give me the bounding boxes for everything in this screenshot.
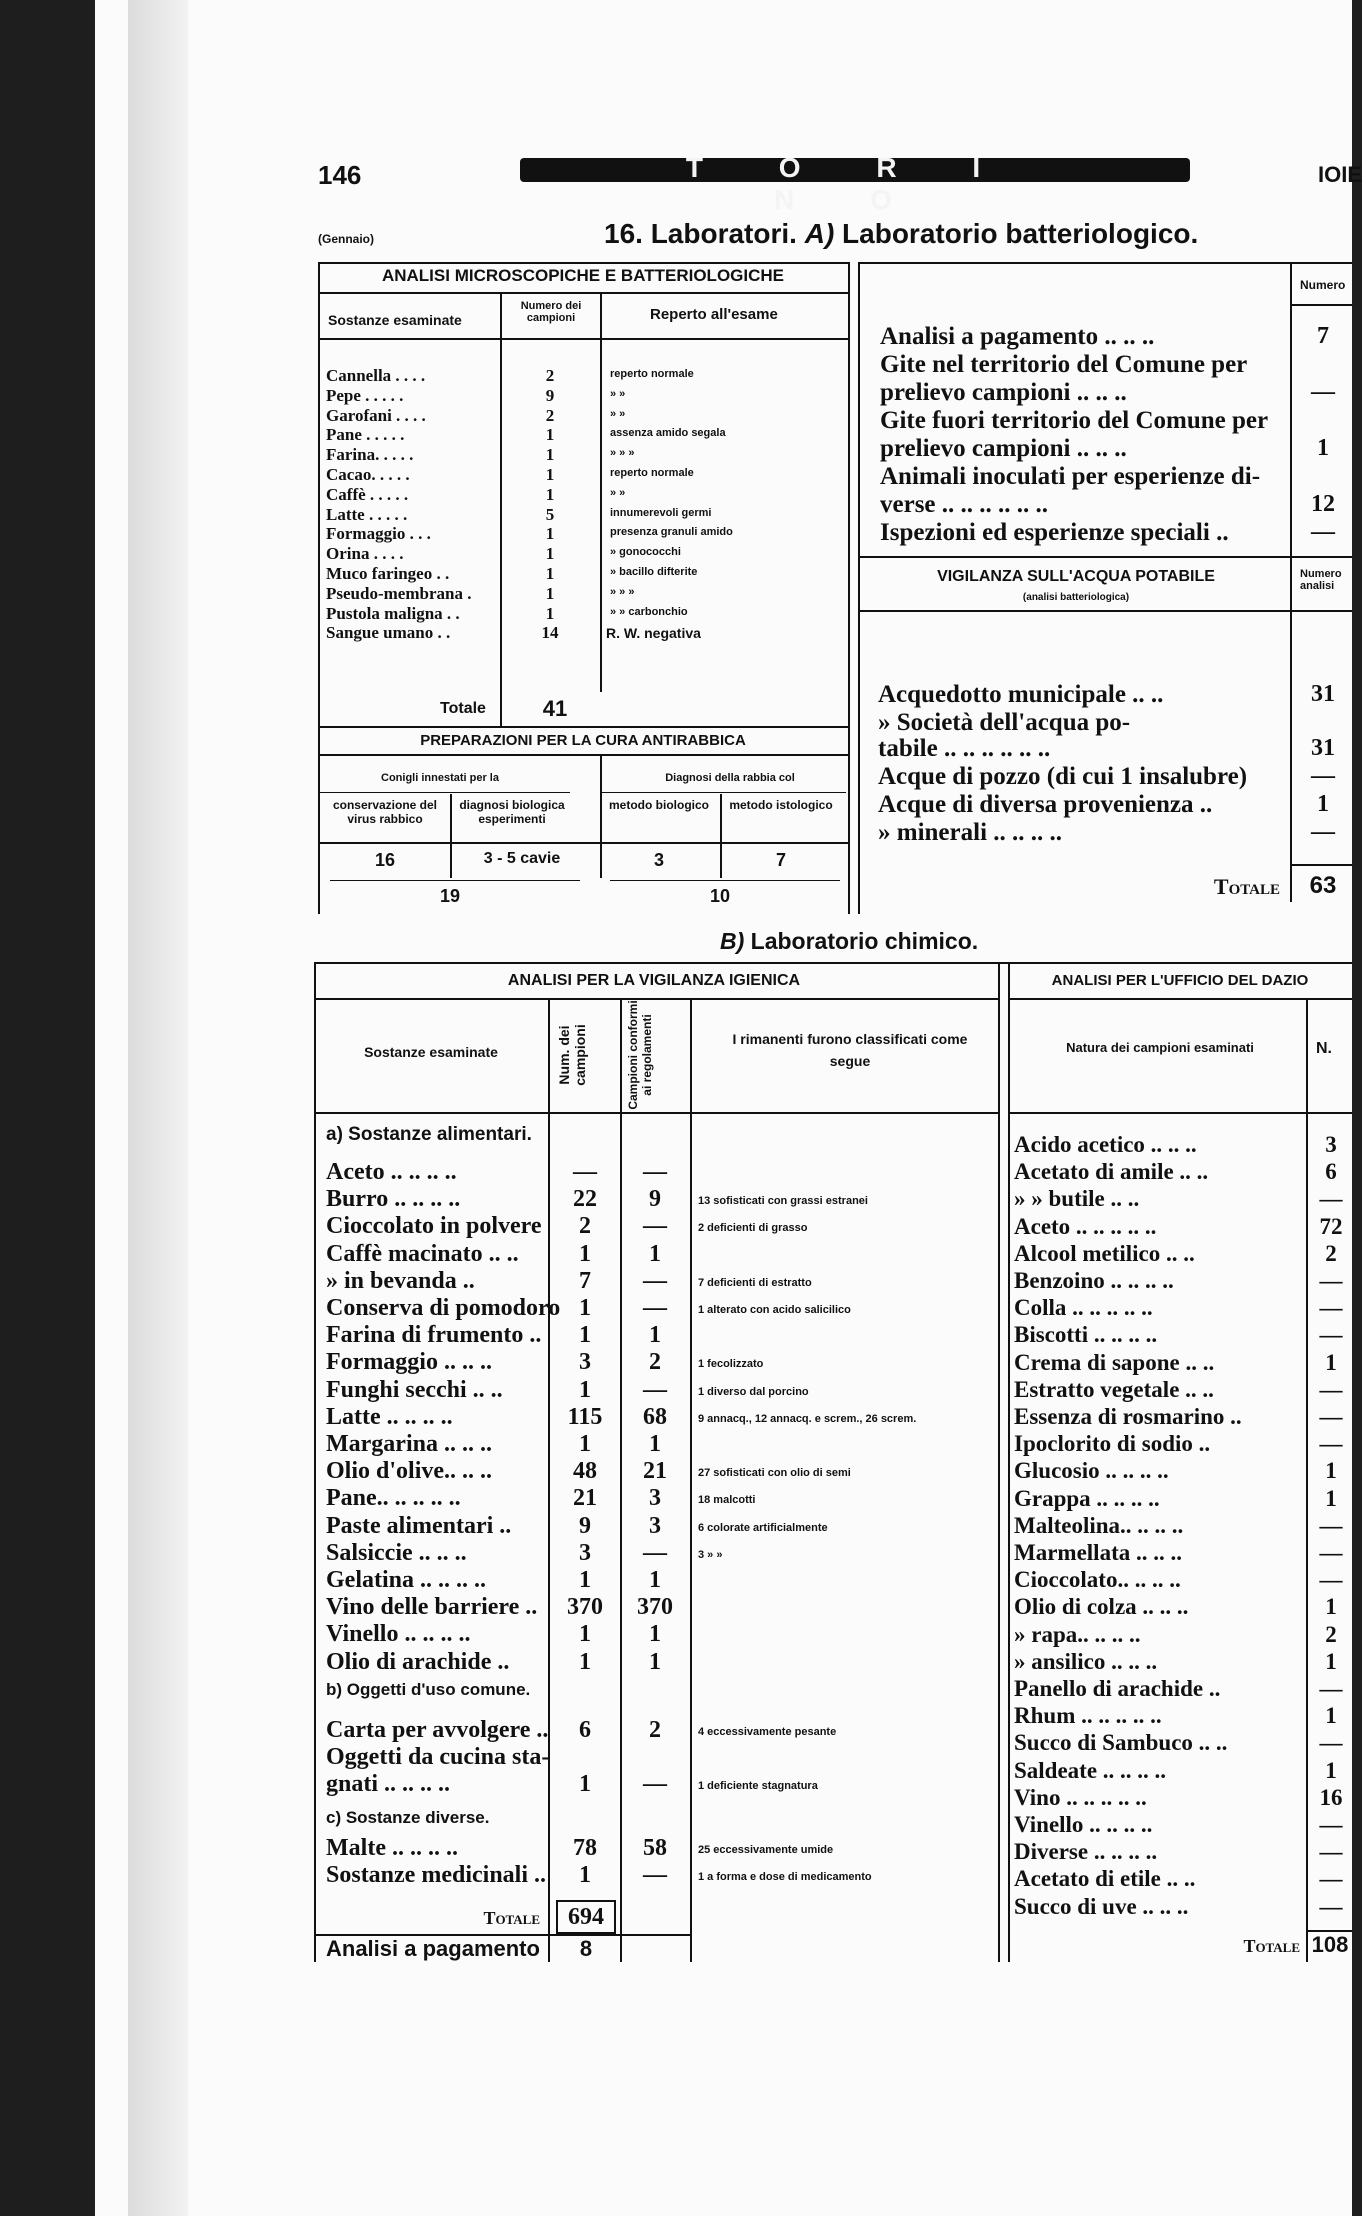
- section-a-title: Laboratorio batteriologico.: [842, 218, 1199, 249]
- water-row-value: 31: [1311, 735, 1335, 761]
- micro-title: ANALISI MICROSCOPICHE E BATTERIOLOGICHE: [381, 266, 785, 285]
- micro-row-report: » bacillo difterite: [610, 566, 698, 578]
- paid-row-text: Gite fuori territorio del Comune per: [880, 407, 1269, 434]
- micro-row-count: 1: [545, 425, 555, 445]
- hyg-row-conform: 1: [649, 1431, 661, 1457]
- micro-row-count: 9: [545, 385, 555, 405]
- hyg-row-conform: 9: [649, 1186, 661, 1213]
- dazio-row-name: Vino .. .. .. .. ..: [1014, 1784, 1147, 1810]
- hyg-row-name: Olio d'olive.. .. ..: [326, 1458, 493, 1485]
- hyg-total-label: Totale: [483, 1908, 540, 1928]
- hyg-row-conform: —: [643, 1862, 667, 1888]
- dazio-row-name: Estratto vegetale .. ..: [1014, 1376, 1214, 1402]
- hyg-row-count: 1: [579, 1567, 591, 1593]
- paid-row-value: 7: [1317, 323, 1329, 349]
- dazio-row-name: Vinello .. .. .. ..: [1014, 1812, 1153, 1837]
- hyg-row-count: 1: [579, 1431, 591, 1457]
- water-row-text: » minerali .. .. .. ..: [878, 819, 1063, 846]
- micro-row-count: 1: [545, 465, 555, 484]
- water-row-text: Acquedotto municipale .. ..: [878, 681, 1164, 708]
- hyg-row-count: 48: [573, 1458, 597, 1485]
- hyg-row-note: 3 » »: [698, 1548, 723, 1561]
- dazio-row-name: Crema di sapone .. ..: [1014, 1349, 1215, 1375]
- dazio-col-n: N.: [1316, 1040, 1332, 1057]
- micro-row-report: » »: [610, 387, 626, 400]
- dazio-row-value: —: [1319, 1404, 1343, 1429]
- micro-row-name: Orina . . . .: [326, 544, 404, 564]
- dazio-row-name: Cioccolato.. .. .. ..: [1014, 1567, 1181, 1593]
- water-row-value: 1: [1317, 791, 1329, 817]
- micro-row-report: » gonococchi: [610, 546, 681, 559]
- hyg-row-conform: 1: [649, 1240, 661, 1267]
- hyg-col-conf: Campioni conformi ai regolamenti: [626, 1000, 654, 1110]
- dazio-row-value: 1: [1325, 1349, 1337, 1375]
- hyg-paid-label: Analisi a pagamento: [326, 1936, 540, 1961]
- water-row-value: 31: [1311, 681, 1335, 707]
- hyg-row-name: Cioccolato in polvere: [326, 1213, 542, 1240]
- rabies-sum-2: 10: [709, 886, 731, 906]
- dazio-row-name: Marmellata .. .. ..: [1014, 1540, 1182, 1565]
- hyg-col-rest: I rimanenti furono classificati come segue: [732, 1031, 968, 1069]
- hyg-row-conform: —: [643, 1267, 667, 1294]
- dazio-row-name: Acetato di amile .. ..: [1014, 1159, 1209, 1185]
- dazio-row-name: Glucosio .. .. .. ..: [1014, 1458, 1169, 1484]
- hyg-row-conform: 2: [649, 1349, 661, 1376]
- hyg-row-note: 13 sofisticati con grassi estranei: [698, 1195, 868, 1208]
- dazio-row-name: Biscotti .. .. .. ..: [1014, 1322, 1158, 1348]
- hyg-row-note: 18 malcotti: [698, 1494, 756, 1507]
- hyg-col-substance: Sostanze esaminate: [364, 1044, 498, 1060]
- hyg-row-count: 9: [579, 1512, 591, 1539]
- hyg-row-count: 22: [573, 1186, 597, 1213]
- dazio-row-value: 1: [1325, 1485, 1337, 1511]
- section-b-title-text: Laboratorio chimico.: [750, 928, 979, 954]
- dazio-row-value: —: [1319, 1567, 1343, 1593]
- micro-row-count: 1: [545, 564, 555, 583]
- hyg-row-count: 1: [579, 1621, 591, 1648]
- micro-row-count: 1: [545, 583, 555, 603]
- micro-total: 41: [542, 696, 568, 721]
- hyg-row-name: Salsiccie .. .. ..: [326, 1539, 467, 1566]
- dazio-row-name: Alcool metilico .. ..: [1014, 1240, 1195, 1266]
- rabies-value-3: 3: [653, 850, 664, 870]
- hyg-row-name: Margarina .. .. ..: [326, 1431, 492, 1457]
- hyg-row-note: 25 eccessivamente umide: [698, 1844, 834, 1856]
- rabies-sum-1: 19: [439, 886, 461, 906]
- dazio-row-value: 3: [1325, 1132, 1337, 1157]
- micro-row-name: Latte . . . . .: [326, 504, 408, 524]
- hyg-row-count: 1: [579, 1295, 591, 1321]
- hyg-row-count: 7: [579, 1267, 591, 1294]
- dazio-row-value: —: [1319, 1893, 1343, 1919]
- hyg-row-name: Aceto .. .. .. ..: [326, 1159, 457, 1185]
- water-title: VIGILANZA SULL'ACQUA POTABILE: [937, 568, 1215, 585]
- micro-row-name: Cannella . . . .: [326, 366, 426, 385]
- micro-row-name: Pustola maligna . .: [326, 603, 460, 623]
- water-total-label: Totale: [1213, 874, 1280, 899]
- hyg-row-count: 1: [579, 1648, 591, 1675]
- hyg-group-c: c) Sostanze diverse.: [326, 1808, 490, 1827]
- dazio-row-name: Grappa .. .. .. ..: [1014, 1485, 1160, 1511]
- dazio-row-value: —: [1319, 1839, 1343, 1865]
- hyg-row-conform: 3: [649, 1512, 661, 1539]
- micro-col-number: Numero dei campioni: [520, 300, 582, 324]
- hyg-row-conform: —: [643, 1376, 667, 1403]
- micro-row-name: Garofani . . . .: [326, 405, 426, 425]
- micro-row-report: assenza amido segala: [610, 427, 726, 440]
- hyg-row-conform: 1: [649, 1322, 661, 1349]
- micro-total-label: Totale: [440, 700, 486, 717]
- dazio-row-name: Ipoclorito di sodio ..: [1014, 1431, 1211, 1457]
- dazio-row-value: 2: [1325, 1240, 1337, 1266]
- hyg-row-name: Latte .. .. .. ..: [326, 1403, 453, 1430]
- micro-row-report: » »: [610, 486, 626, 499]
- rabies-col-4: metodo istologico: [729, 798, 833, 812]
- section-a-label: A): [804, 218, 835, 249]
- paid-row-value: —: [1311, 519, 1335, 545]
- hyg-row-note: 4 eccessivamente pesante: [698, 1726, 837, 1738]
- micro-row-name: Sangue umano . .: [326, 623, 451, 643]
- hyg-row-name: Carta per avvolgere ..: [326, 1717, 549, 1743]
- section-b-title: [720, 928, 978, 955]
- micro-row-report: presenza granuli amido: [610, 526, 733, 539]
- hyg-row-conform: 68: [643, 1403, 667, 1430]
- paid-row-text: prelievo campioni .. .. ..: [880, 379, 1127, 406]
- micro-row-report: » » »: [610, 447, 635, 460]
- dazio-row-value: —: [1319, 1295, 1343, 1321]
- rabies-group-2: Diagnosi della rabbia col: [665, 772, 795, 784]
- micro-row-report: » » carbonchio: [610, 605, 688, 618]
- hyg-row-name: Vinello .. .. .. ..: [326, 1621, 471, 1648]
- dazio-row-name: Acido acetico .. .. ..: [1014, 1132, 1197, 1157]
- dazio-row-value: —: [1319, 1376, 1343, 1402]
- dazio-row-name: Essenza di rosmarino ..: [1014, 1404, 1242, 1429]
- hyg-row-name: Burro .. .. .. ..: [326, 1186, 461, 1213]
- hyg-row-conform: —: [643, 1539, 667, 1566]
- dazio-row-name: Succo di Sambuco .. ..: [1014, 1730, 1228, 1756]
- paid-row-value: 1: [1317, 435, 1329, 461]
- hyg-row-name: Olio di arachide ..: [326, 1648, 510, 1675]
- dazio-row-value: 6: [1325, 1159, 1337, 1185]
- hyg-title: ANALISI PER LA VIGILANZA IGIENICA: [507, 972, 801, 989]
- hyg-row-conform: 2: [649, 1717, 661, 1743]
- paid-row-text: verse .. .. .. .. .. ..: [880, 491, 1049, 518]
- dazio-row-name: Panello di arachide ..: [1014, 1676, 1221, 1701]
- page-number: 146: [318, 160, 362, 190]
- micro-row-count: 1: [545, 445, 555, 465]
- micro-row-report: » »: [610, 407, 626, 420]
- rabies-value-4: 7: [775, 850, 786, 870]
- dazio-row-value: —: [1319, 1431, 1343, 1457]
- hyg-row-name: Pane.. .. .. .. ..: [326, 1485, 461, 1512]
- rabies-value-2: 3 - 5 cavie: [483, 850, 561, 867]
- micro-col-substance: Sostanze esaminate: [328, 312, 462, 328]
- hyg-row-count: 1: [579, 1862, 591, 1888]
- hyg-row-count: 370: [567, 1594, 603, 1621]
- hyg-row-note: 7 deficienti di estratto: [698, 1276, 812, 1289]
- hyg-row-count: 78: [573, 1835, 597, 1861]
- hyg-row-name: Sostanze medicinali ..: [326, 1862, 546, 1888]
- hyg-row-note: 2 deficienti di grasso: [698, 1222, 808, 1235]
- paid-row-value: 12: [1311, 491, 1335, 517]
- dazio-row-value: 1: [1325, 1703, 1337, 1729]
- dazio-row-name: Olio di colza .. .. ..: [1014, 1594, 1189, 1620]
- hyg-row-count: 3: [579, 1539, 591, 1566]
- dazio-row-name: » ansilico .. .. ..: [1014, 1648, 1158, 1674]
- dazio-row-value: —: [1319, 1812, 1343, 1837]
- dazio-col-nature: Natura dei campioni esaminati: [1066, 1040, 1254, 1055]
- dazio-row-name: Diverse .. .. .. ..: [1014, 1839, 1158, 1865]
- water-row-text: tabile .. .. .. .. .. ..: [878, 735, 1051, 762]
- section-title-text: 16. Laboratori.: [604, 218, 797, 249]
- paid-row-text: Ispezioni ed esperienze speciali ..: [880, 519, 1229, 546]
- dazio-row-name: Malteolina.. .. .. ..: [1014, 1512, 1184, 1538]
- hyg-row-conform: 58: [643, 1835, 667, 1861]
- paid-row-value: —: [1311, 379, 1335, 405]
- dazio-row-name: » » butile .. ..: [1014, 1186, 1140, 1212]
- dazio-row-value: 72: [1319, 1213, 1343, 1239]
- dazio-row-value: 1: [1325, 1757, 1337, 1783]
- micro-row-count: 1: [545, 484, 555, 504]
- micro-row-name: Cacao. . . . .: [326, 465, 410, 484]
- dazio-row-value: —: [1319, 1676, 1343, 1701]
- month-label: (Gennaio): [318, 232, 374, 246]
- hyg-row-name: » in bevanda ..: [326, 1267, 475, 1294]
- hyg-row-conform: —: [643, 1771, 667, 1797]
- hyg-row-count: —: [573, 1159, 597, 1185]
- dazio-row-name: Aceto .. .. .. .. ..: [1014, 1213, 1157, 1239]
- rabies-col-1: conservazione del virus rabbico: [332, 798, 438, 826]
- hyg-row-note: 1 fecolizzato: [698, 1358, 764, 1371]
- dazio-total-label: Totale: [1243, 1936, 1300, 1956]
- section-b-label: B): [720, 928, 745, 954]
- water-total: 63: [1309, 872, 1337, 899]
- rabies-col-3: metodo biologico: [609, 798, 709, 812]
- dazio-row-name: Colla .. .. .. .. ..: [1014, 1295, 1153, 1321]
- hyg-row-name: Oggetti da cucina sta-: [326, 1744, 550, 1770]
- water-row-value: —: [1311, 763, 1335, 789]
- hyg-row-conform: 3: [649, 1485, 661, 1512]
- micro-row-report: reperto normale: [610, 368, 694, 380]
- micro-row-name: Muco faringeo . .: [326, 564, 450, 583]
- hyg-row-conform: —: [643, 1213, 667, 1240]
- dazio-row-name: Saldeate .. .. .. ..: [1014, 1757, 1167, 1783]
- paid-col-header: Numero: [1300, 278, 1346, 292]
- rabies-value-1: 16: [374, 850, 396, 870]
- water-row-text: » Società dell'acqua po-: [878, 709, 1131, 736]
- dazio-row-name: Rhum .. .. .. .. ..: [1014, 1703, 1162, 1729]
- hyg-row-name: Vino delle barriere ..: [326, 1594, 538, 1621]
- dazio-total: 108: [1311, 1932, 1349, 1957]
- micro-row-name: Caffè . . . . .: [326, 484, 409, 504]
- micro-row-count: 1: [545, 603, 555, 623]
- micro-row-report: R. W. negativa: [606, 625, 701, 642]
- micro-row-report: » » »: [610, 585, 635, 598]
- micro-row-name: Pepe . . . . .: [326, 385, 404, 405]
- dazio-row-name: Acetato di etile .. ..: [1014, 1866, 1196, 1892]
- dazio-row-value: —: [1319, 1512, 1343, 1538]
- hyg-row-note: 9 annacq., 12 annacq. e screm., 26 screm.: [698, 1412, 917, 1425]
- dazio-row-value: —: [1319, 1186, 1343, 1212]
- page-gutter: [128, 0, 188, 2216]
- hyg-row-conform: 21: [643, 1458, 667, 1485]
- micro-row-name: Farina. . . . .: [326, 445, 414, 465]
- hyg-row-conform: 370: [637, 1594, 673, 1621]
- hyg-row-name: Farina di frumento ..: [326, 1322, 542, 1349]
- dazio-row-name: » rapa.. .. .. ..: [1014, 1621, 1141, 1647]
- hyg-row-conform: —: [643, 1159, 667, 1185]
- hyg-col-num: Num. dei campioni: [556, 1024, 588, 1086]
- water-subtitle: (analisi batteriologica): [1022, 592, 1130, 603]
- micro-row-count: 14: [541, 623, 559, 643]
- micro-col-report: Reperto all'esame: [650, 306, 778, 323]
- hyg-row-conform: 1: [649, 1648, 661, 1675]
- micro-row-count: 5: [545, 504, 555, 524]
- hyg-row-name: Gelatina .. .. .. ..: [326, 1567, 486, 1593]
- dazio-row-value: —: [1319, 1730, 1343, 1756]
- hyg-row-note: 1 alterato con acido salicilico: [698, 1304, 851, 1316]
- dazio-row-value: 2: [1325, 1621, 1337, 1647]
- micro-row-count: 1: [545, 524, 555, 544]
- hyg-row-count: 3: [579, 1349, 591, 1376]
- micro-row-count: 2: [545, 366, 555, 385]
- hyg-row-conform: 1: [649, 1621, 661, 1648]
- paid-row-text: Animali inoculati per esperienze di-: [880, 463, 1261, 490]
- hyg-row-count: 115: [567, 1403, 603, 1430]
- water-row-text: Acque di diversa provenienza ..: [878, 791, 1213, 818]
- hyg-row-name: Formaggio .. .. ..: [326, 1349, 492, 1376]
- hyg-row-count: 1: [579, 1322, 591, 1349]
- hyg-row-note: 27 sofisticati con olio di semi: [698, 1467, 851, 1480]
- hyg-paid: 8: [579, 1936, 593, 1961]
- rabies-title: PREPARAZIONI PER LA CURA ANTIRABBICA: [420, 732, 746, 749]
- hyg-row-name: Malte .. .. .. ..: [326, 1835, 458, 1861]
- dazio-row-value: —: [1319, 1268, 1343, 1293]
- dazio-row-value: —: [1319, 1866, 1343, 1892]
- hyg-row-count: 21: [573, 1485, 597, 1512]
- hyg-row-note: 1 a forma e dose di medicamento: [698, 1871, 872, 1883]
- dazio-row-value: —: [1319, 1322, 1343, 1348]
- hyg-row-conform: —: [643, 1295, 667, 1321]
- section-title: [604, 218, 1198, 250]
- dazio-row-value: —: [1319, 1540, 1343, 1565]
- paid-row-text: Analisi a pagamento .. .. ..: [880, 323, 1155, 350]
- hyg-row-name: Paste alimentari ..: [326, 1512, 512, 1539]
- hyg-row-count: 1: [579, 1376, 591, 1403]
- micro-row-count: 2: [545, 405, 555, 425]
- hyg-row-name: gnati .. .. .. ..: [326, 1771, 451, 1797]
- paid-row-text: Gite nel territorio del Comune per: [880, 351, 1248, 378]
- micro-row-name: Pseudo-membrana .: [326, 583, 472, 603]
- dazio-row-value: 16: [1319, 1784, 1343, 1810]
- hyg-row-count: 1: [579, 1771, 591, 1797]
- hyg-row-note: 1 deficiente stagnatura: [698, 1780, 818, 1792]
- dazio-row-value: 1: [1325, 1594, 1337, 1620]
- hyg-row-name: Conserva di pomodoro: [326, 1295, 561, 1321]
- dazio-title: ANALISI PER L'UFFICIO DEL DAZIO: [1051, 972, 1309, 989]
- dazio-row-value: 1: [1325, 1648, 1337, 1674]
- hyg-row-count: 6: [579, 1717, 591, 1743]
- micro-row-report: innumerevoli germi: [610, 506, 712, 519]
- dazio-row-value: 1: [1325, 1458, 1337, 1484]
- dazio-row-name: Succo di uve .. .. ..: [1014, 1893, 1189, 1919]
- water-col-header: Numero analisi: [1300, 568, 1342, 592]
- hyg-row-count: 2: [579, 1213, 591, 1240]
- micro-row-name: Pane . . . . .: [326, 425, 405, 445]
- hyg-group-a: a) Sostanze alimentari.: [326, 1124, 532, 1145]
- dazio-row-name: Benzoino .. .. .. ..: [1014, 1268, 1174, 1293]
- hyg-row-note: 1 diverso dal porcino: [698, 1385, 809, 1398]
- hyg-group-b: b) Oggetti d'uso comune.: [326, 1680, 531, 1699]
- hyg-row-name: Caffè macinato .. ..: [326, 1240, 519, 1267]
- micro-row-name: Formaggio . . .: [326, 524, 431, 544]
- micro-row-count: 1: [545, 544, 555, 564]
- hyg-row-note: 6 colorate artificialmente: [698, 1521, 828, 1534]
- hyg-total: 694: [556, 1900, 616, 1934]
- hyg-row-conform: 1: [649, 1567, 661, 1593]
- water-row-value: —: [1311, 819, 1335, 845]
- running-header: T O R I N O: [685, 152, 1015, 215]
- hyg-row-name: Funghi secchi .. ..: [326, 1376, 503, 1403]
- water-row-text: Acque di pozzo (di cui 1 insalubre): [878, 763, 1248, 790]
- hyg-row-count: 1: [579, 1240, 591, 1267]
- rabies-group-1: Conigli innestati per la: [381, 772, 499, 784]
- rabies-col-2: diagnosi biologica esperimenti: [459, 798, 565, 826]
- paid-row-text: prelievo campioni .. .. ..: [880, 435, 1127, 462]
- right-header: IOIE: [1318, 162, 1362, 187]
- micro-row-report: reperto normale: [610, 467, 694, 479]
